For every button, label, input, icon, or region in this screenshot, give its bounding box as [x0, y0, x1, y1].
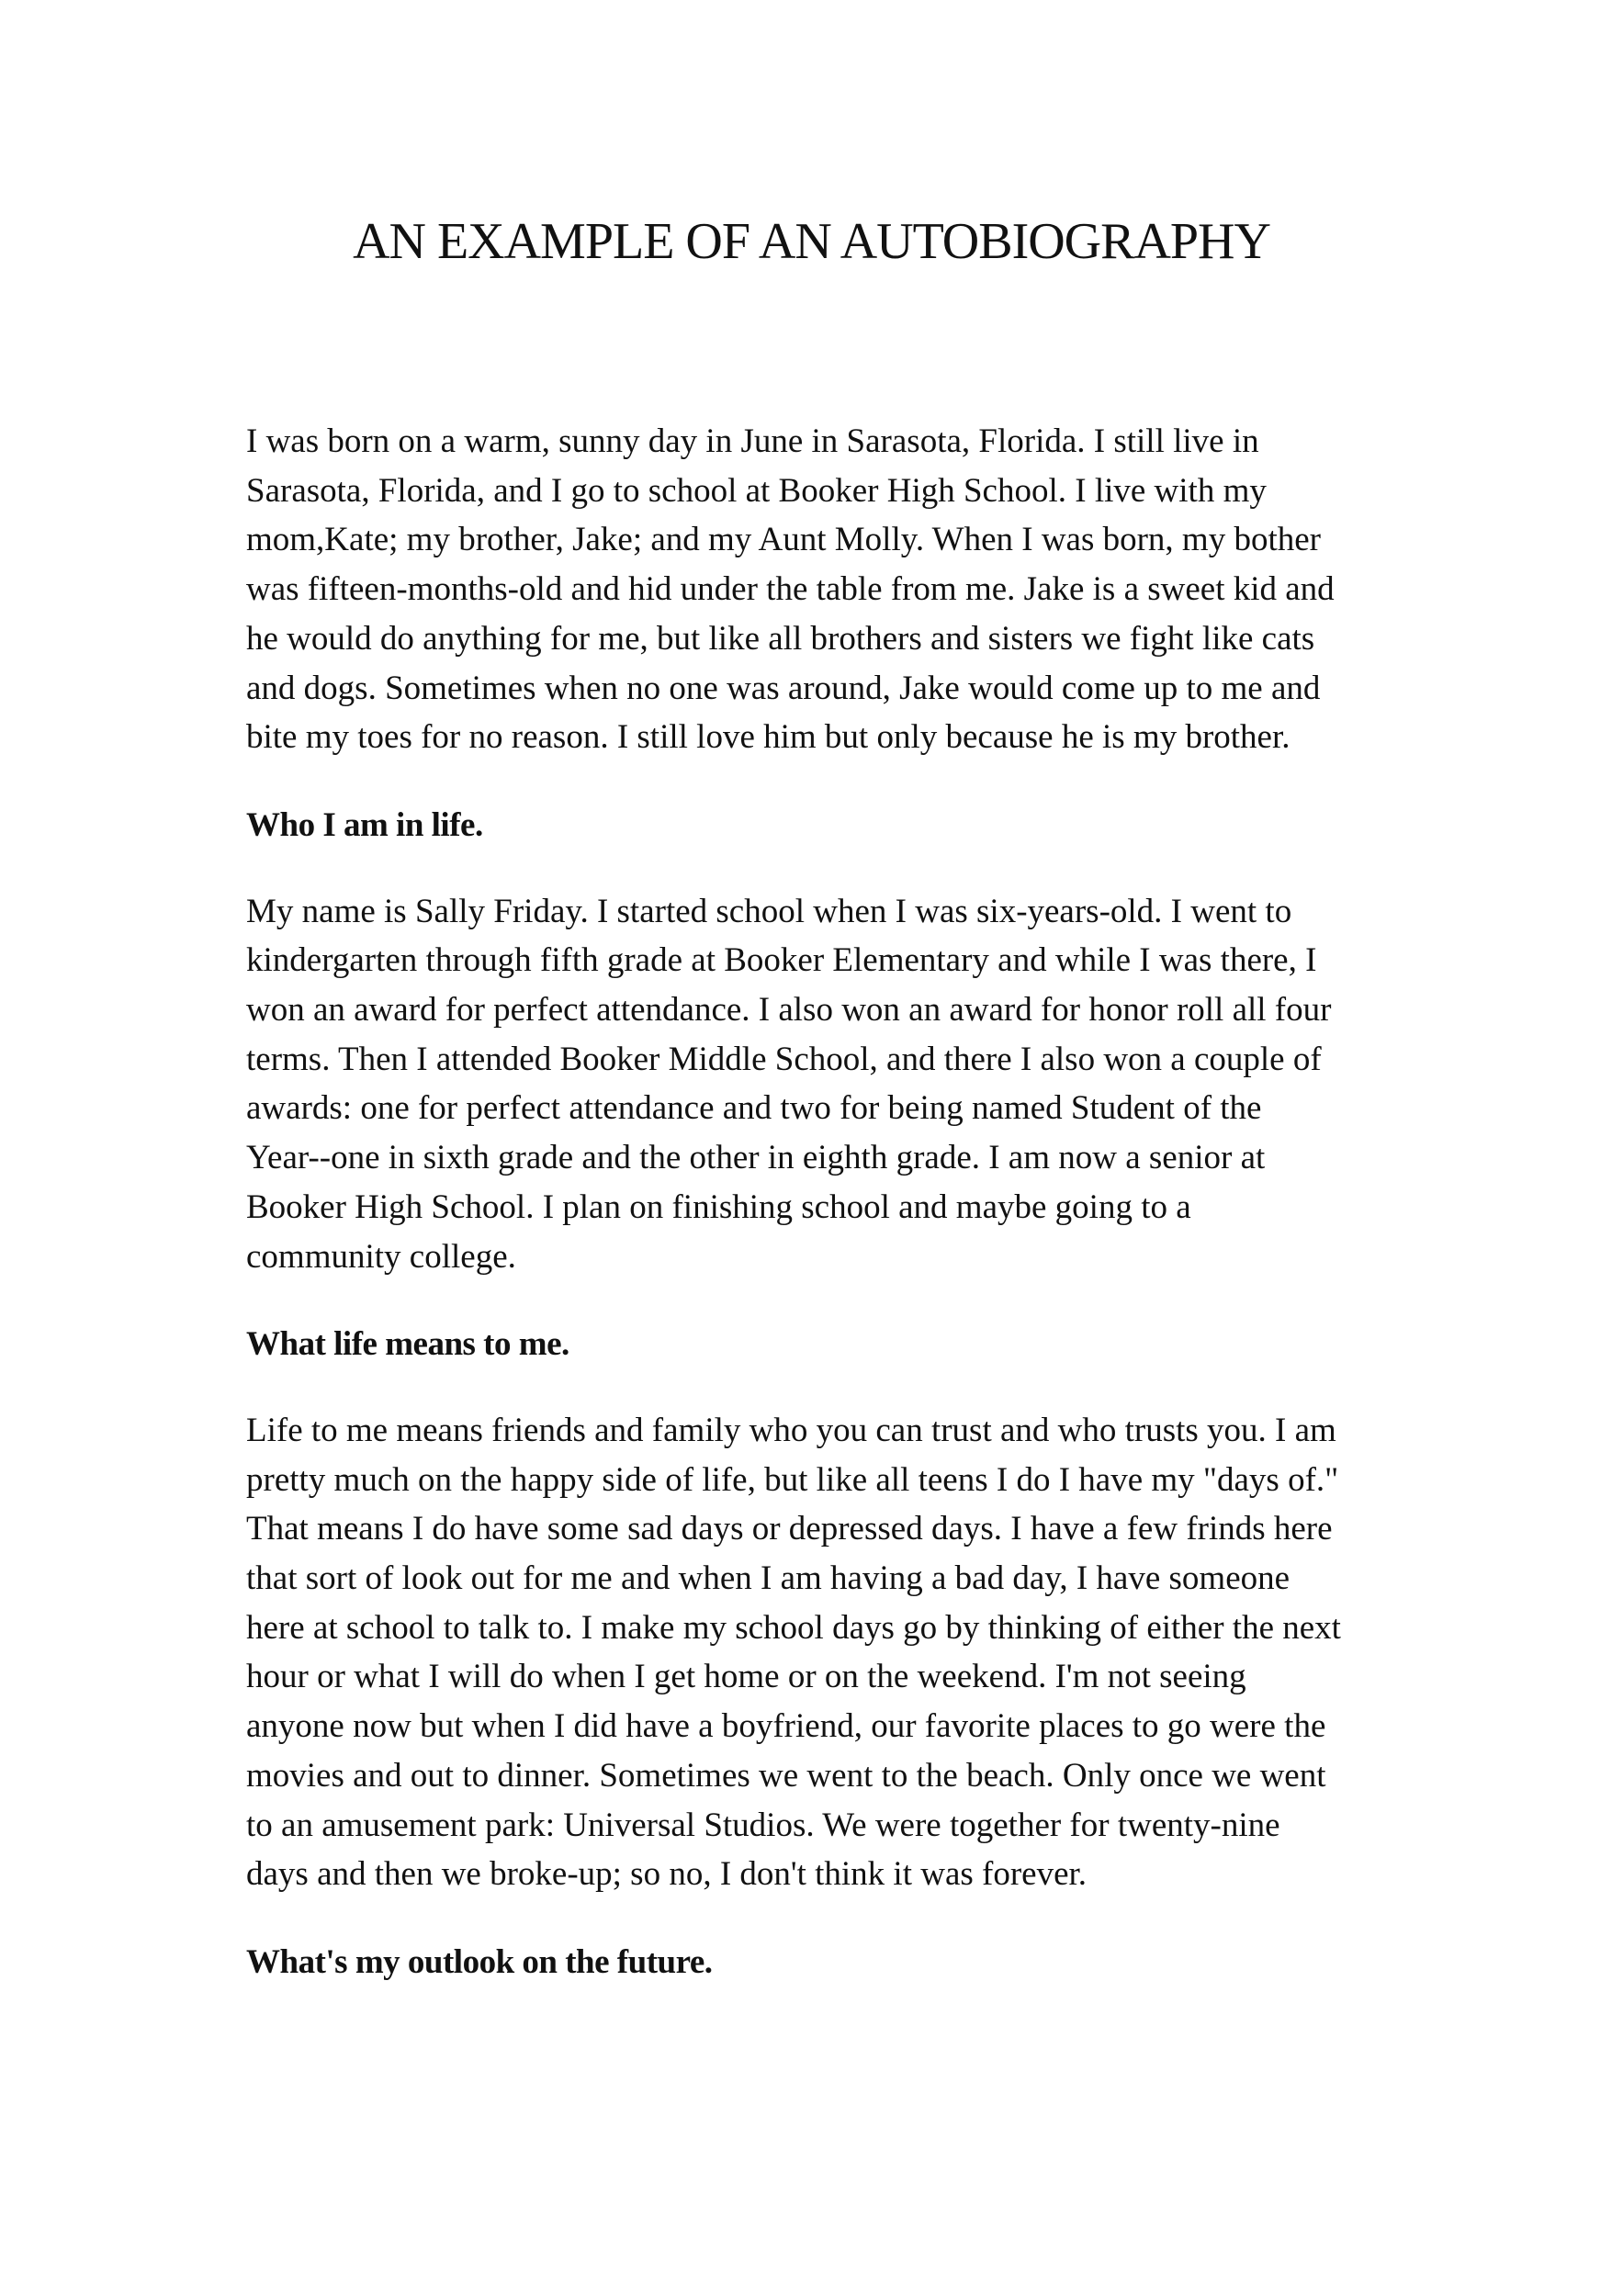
paragraph-line: days and then we broke-up; so no, I don't think it was forever. — [246, 1855, 1088, 1894]
paragraph-line: was fifteen-months-old and hid under the table from me. Jake is a sweet kid and — [246, 570, 1335, 609]
paragraph-line: movies and out to dinner. Sometimes we went to the beach. Only once we went — [246, 1756, 1326, 1795]
paragraph-line: terms. Then I attended Booker Middle School, and there I also won a couple of — [246, 1040, 1322, 1078]
paragraph-line: kindergarten through fifth grade at Booker Elementary and while I was there, I — [246, 941, 1317, 980]
paragraph-line: Year--one in sixth grade and the other in eighth grade. I am now a senior at — [246, 1139, 1266, 1177]
paragraph-line: he would do anything for me, but like all brothers and sisters we fight like cats — [246, 619, 1315, 658]
paragraph-line: Booker High School. I plan on finishing school and maybe going to a — [246, 1187, 1191, 1226]
paragraph-line: here at school to talk to. I make my school days go by thinking of either the next — [246, 1608, 1341, 1647]
paragraph-line: Life to me means friends and family who you can trust and who trusts you. I am — [246, 1411, 1336, 1449]
document-body — [246, 417, 1403, 1987]
section-heading-life-means: What life means to me. — [246, 1325, 569, 1364]
paragraph-line: I was born on a warm, sunny day in June in Sarasota, Florida. I still live in — [246, 422, 1259, 460]
paragraph-line: My name is Sally Friday. I started school when I was six-years-old. I went to — [246, 892, 1292, 930]
paragraph-line: hour or what I will do when I get home or on the weekend. I'm not seeing — [246, 1658, 1246, 1696]
paragraph-line: won an award for perfect attendance. I also won an award for honor roll all four — [246, 991, 1332, 1030]
paragraph-line: anyone now but when I did have a boyfriend, our favorite places to go were the — [246, 1707, 1326, 1746]
document-title: AN EXAMPLE OF AN AUTOBIOGRAPHY — [353, 213, 1270, 270]
paragraph-line: mom,Kate; my brother, Jake; and my Aunt Molly. When I was born, my bother — [246, 521, 1321, 559]
paragraph-line: to an amusement park: Universal Studios. We were together for twenty-nine — [246, 1806, 1280, 1844]
intro-paragraph — [246, 417, 1403, 762]
section-heading-outlook: What's my outlook on the future. — [246, 1942, 713, 1981]
paragraph-line: awards: one for perfect attendance and two for being named Student of the — [246, 1089, 1262, 1128]
who-i-am-paragraph — [246, 887, 1403, 1282]
paragraph-line: and dogs. Sometimes when no one was around, Jake would come up to me and — [246, 669, 1321, 707]
life-means-paragraph — [246, 1406, 1403, 1899]
paragraph-line: bite my toes for no reason. I still love him but only because he is my brother. — [246, 718, 1291, 757]
section-heading-who-i-am: Who I am in life. — [246, 805, 483, 844]
paragraph-line: that sort of look out for me and when I am having a bad day, I have someone — [246, 1559, 1291, 1598]
paragraph-line: pretty much on the happy side of life, but like all teens I do I have my "days of." — [246, 1460, 1339, 1499]
paragraph-line: community college. — [246, 1237, 516, 1276]
paragraph-line: That means I do have some sad days or depressed days. I have a few frinds here — [246, 1510, 1333, 1548]
paragraph-line: Sarasota, Florida, and I go to school at Booker High School. I live with my — [246, 471, 1267, 510]
